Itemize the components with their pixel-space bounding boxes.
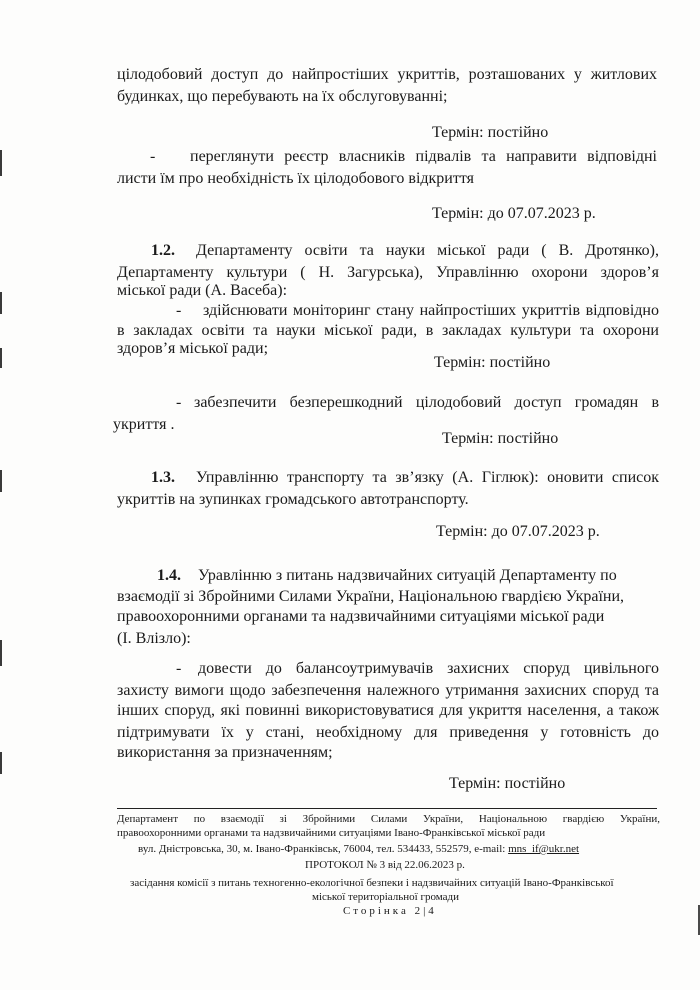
footer-page-number: Сторінка 2|4 xyxy=(343,905,437,917)
footer-meeting-line: засідання комісії з питань техногенно-екологічної безпеки і надзвичайних ситуацій Івано-Франківської xyxy=(130,877,614,889)
scan-edge-mark xyxy=(0,348,2,368)
bullet-dash: - xyxy=(150,148,156,165)
section-line: Уравлінню з питань надзвичайних ситуацій Департаменту по xyxy=(198,567,617,584)
footer-email-link[interactable]: mns_if@ukr.net xyxy=(508,843,580,855)
scan-edge-mark xyxy=(0,752,2,774)
scan-edge-mark xyxy=(0,292,2,314)
term-label: Термін: постійно xyxy=(449,775,566,792)
intro-line: будинках, що перебувають на їх обслуговуванні; xyxy=(117,88,448,105)
bullet-line: довести до балансоутримувачів захисних споруд цивільного xyxy=(198,660,659,677)
section-line: взаємодії зі Збройними Силами України, Національною гвардією України, xyxy=(117,588,625,605)
bullet-line: підтримувати їх у стані, необхідному для приведення у готовність до xyxy=(117,724,659,741)
term-label: Термін: до 07.07.2023 р. xyxy=(436,523,600,540)
bullet-line: здійснювати моніторинг стану найпростіших укриттів відповідно xyxy=(203,302,659,319)
bullet-line: захисту вимоги щодо забезпечення належного утримання захисних споруд та xyxy=(117,682,659,699)
scan-edge-mark xyxy=(0,640,2,666)
section-line: міської ради (А. Ваceба): xyxy=(117,282,288,299)
footer-protocol: ПРОТОКОЛ № 3 від 22.06.2023 р. xyxy=(305,859,465,871)
scan-edge-mark xyxy=(0,470,2,492)
paragraph-line: переглянути реєстр власників підвалів та направити відповідні xyxy=(190,148,657,165)
bullet-line: інших споруд, які повинні використовуватися для укриття населення, а також xyxy=(117,702,659,719)
footer-meeting-line: міської територіальної громади xyxy=(312,891,460,903)
bullet-line: здоров’я міської ради; xyxy=(117,340,269,357)
section-number: 1.3. xyxy=(151,469,175,486)
section-line: Департаменту культури ( Н. Загурська), Управлінню охорони здоров’я xyxy=(117,264,659,281)
footer-divider xyxy=(117,808,657,809)
section-line: правоохоронними органами та надзвичайними ситуаціями міської ради xyxy=(117,608,605,625)
bullet-dash: - xyxy=(176,394,182,411)
bullet-line: використання за призначенням; xyxy=(117,744,333,761)
paragraph-line: листи їм про необхідність їх цілодобового відкриття xyxy=(117,170,474,187)
bullet-dash: - xyxy=(176,660,182,677)
intro-line: цілодобовий доступ до найпростіших укриттів, розташованих у житлових xyxy=(117,66,657,83)
term-label: Термін: постійно xyxy=(442,430,559,447)
term-label: Термін: до 07.07.2023 р. xyxy=(432,205,596,222)
bullet-line: забезпечити безперешкодний цілодобовий доступ громадян в xyxy=(194,394,659,411)
term-label: Термін: постійно xyxy=(434,354,551,371)
section-line: Управлінню транспорту та зв’язку (А. Гіглюк): оновити список xyxy=(196,469,659,486)
section-line: Департаменту освіти та науки міської ради ( В. Дротянко), xyxy=(196,242,659,259)
footer-address xyxy=(138,842,579,856)
term-label: Термін: постійно xyxy=(432,124,549,141)
footer-department-line: правоохоронними органами та надзвичайними ситуаціями Івано-Франківської міської ради xyxy=(117,827,546,839)
section-line: укриттів на зупинках громадського автотранспорту. xyxy=(117,491,469,508)
scan-edge-mark xyxy=(0,150,2,176)
section-number: 1.4. xyxy=(157,567,181,584)
section-line: (І. Влізло): xyxy=(117,630,191,647)
bullet-line: в закладах освіти та науки міської ради, в закладах культури та охорони xyxy=(117,322,659,339)
section-number: 1.2. xyxy=(151,242,175,259)
footer-department-line: Департамент по взаємодії зі Збройними Силами України, Національною гвардією України, xyxy=(117,813,660,825)
footer-address-text: вул. Дністровська, 30, м. Івано-Франківськ, 76004, тел. 534433, 552579, e-mail: xyxy=(138,843,509,855)
bullet-dash: - xyxy=(176,302,182,319)
bullet-line: укриття . xyxy=(113,416,175,433)
